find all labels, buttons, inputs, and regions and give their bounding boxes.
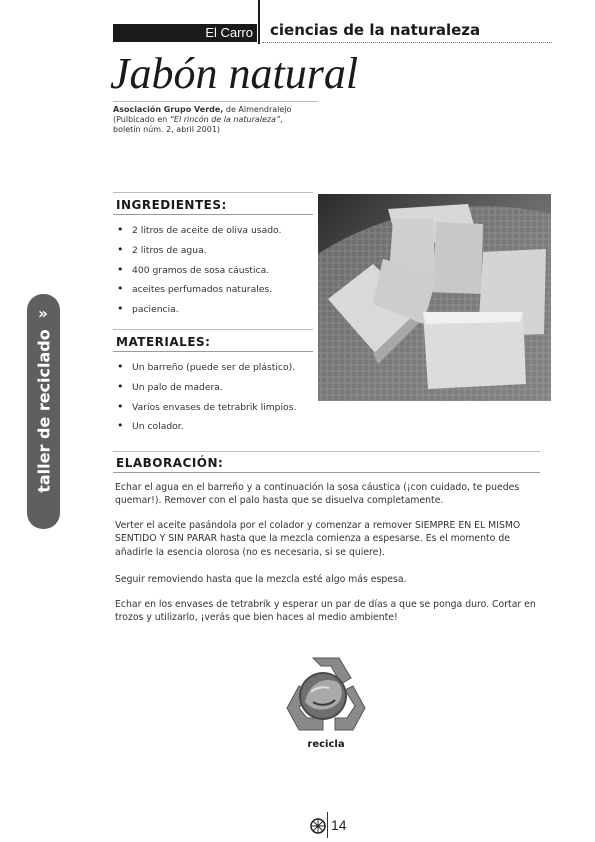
ingredients-heading: INGREDIENTES: [116,198,227,212]
preparation-paragraph-1: Echar el agua en el barreño y a continuación la sosa cáustica (¡con cuidado, te puedes quemar!). Remover con el palo hasta que se disuelva completamente. [115,482,520,507]
credit-pub-suffix: , [280,115,283,124]
credit-pub-name: “El rincón de la naturaleza” [169,115,281,124]
side-tab-label: taller de reciclado [34,329,54,493]
preparation-top-rule [113,451,540,452]
wheel-icon [310,818,326,834]
recycle-icon [283,652,369,736]
preparation-underline [113,472,540,473]
credit-issue: boletín núm. 2, abril 2001) [113,125,221,134]
preparation-paragraph-4: Echar en los envases de tetrabrik y esperar un par de días a que se ponga duro. Cortar en trozos y utilizarlo, ¡verás que bien haces al medio ambiente! [115,599,536,624]
section-title: ciencias de la naturaleza [270,21,481,39]
list-item: • 2 litros de agua. [116,245,316,265]
credit-org: Asociación Grupo Verde, [113,105,224,114]
materials-heading: MATERIALES: [116,335,211,349]
article-title: Jabón natural [110,49,359,98]
article-credit [113,105,323,135]
list-item: • paciencia. [116,304,316,324]
ingredients-top-rule [113,192,313,193]
preparation-heading: ELABORACIÓN: [116,456,224,470]
list-item: • Varios envases de tetrabrik limpios. [116,402,316,422]
chevron-right-icon: » [38,304,48,323]
title-rule [113,101,318,102]
materials-top-rule [113,329,313,330]
materials-list [116,362,316,441]
soap-photo [318,194,551,401]
header-divider [258,0,260,44]
soap-photo-illustration [318,194,551,401]
ingredients-list [116,225,316,324]
list-item: • Un barreño (puede ser de plástico). [116,362,316,382]
recycle-label: recicla [307,739,345,750]
list-item: • aceites perfumados naturales. [116,284,316,304]
materials-underline [113,351,313,352]
list-item: • 2 litros de aceite de oliva usado. [116,225,316,245]
ingredients-underline [113,214,313,215]
credit-city: de Almendralejo [223,105,292,114]
preparation-paragraph-3: Seguir removiendo hasta que la mezcla esté algo más espesa. [115,574,407,585]
list-item: • Un colador. [116,421,316,441]
list-item: • Un palo de madera. [116,382,316,402]
preparation-paragraph-2: Verter el aceite pasándola por el colador y comenzar a remover SIEMPRE EN EL MISMO SENTIDO Y SIN PARAR hasta que la mezcla comienza a espesarse. Es el momento de añadirle la esencia olorosa (no es necesaria, si se quiere). [115,520,521,558]
publication-label: El Carro [113,24,257,42]
page-number: 14 [331,817,347,833]
header-dotted-rule [262,42,552,43]
credit-pub-prefix: (Pulbicado en [113,115,170,124]
footer-divider [327,812,328,838]
list-item: • 400 gramos de sosa cáustica. [116,265,316,285]
